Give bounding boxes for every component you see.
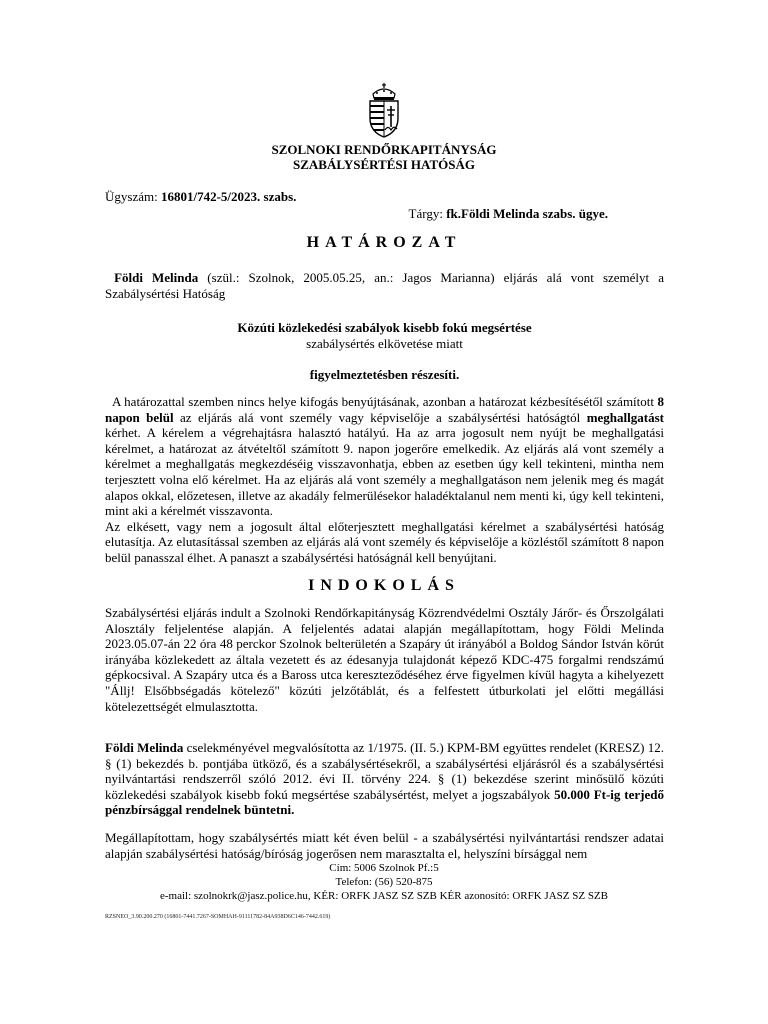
- footer-address: Cím: 5006 Szolnok Pf.:5: [329, 862, 439, 874]
- case-number-label: Ügyszám:: [105, 189, 158, 204]
- offence-title: Közúti közlekedési szabályok kisebb fokú megsértése: [237, 320, 532, 335]
- footer-contact: e-mail: szolnokrk@jasz.police.hu, KÉR: ORFK JASZ SZ SZB KÉR azonosító: ORFK JASZ SZ SZB: [160, 890, 608, 902]
- document-title: HATÁROZAT: [306, 234, 462, 251]
- legal-remedy-paragraph: [105, 394, 664, 566]
- subject-line: [409, 206, 608, 222]
- decision-text: figyelmeztetésben részesíti.: [309, 367, 460, 382]
- fine-highlight: 50.000 Ft-ig terjedő pénzbírsággal rendelnek büntetni.: [105, 786, 665, 818]
- intro-paragraph: [105, 270, 664, 301]
- subject-label: Tárgy:: [408, 206, 443, 221]
- offence-subtitle: szabálysértés elkövetése miatt: [306, 335, 463, 351]
- reasoning-paragraph-1: Szabálysértési eljárás indult a Szolnoki Rendőrkapitányság Közrendvédelmi Osztály Járőr- és Őrszolgálati Alosztály feljelentése alapján. A feljelentés adatai alapján megállapítottam, hogy Földi Melinda 2023.05.07-án 22 óra 48 perckor Szolnok belterületén a Szapáry út irányából a Boldog Sándor István körút irányába közlekedett az általa vezetett és az édesanyja tulajdonát képező KDC-475 forgalmi rendszámú gépkocsival. A Szapáry utca és a Baross utca kereszteződéséhez érve figyelmen kívül hagyta a kihelyezett "Állj! Elsőbbségadás kötelező" közúti jelzőtáblát, és a felfestett útburkolati jel előtti megállási kötelezettségét elmulasztotta.: [105, 605, 664, 714]
- reasoning-title: INDOKOLÁS: [308, 577, 460, 594]
- hearing-highlight: meghallgatást: [586, 409, 664, 425]
- hungarian-coat-of-arms-icon: [361, 82, 407, 138]
- intro-text: (szül.: Szolnok, 2005.05.25, an.: Jagos Marianna) eljárás alá vont személyt a Szabálysértési Hatóság: [105, 270, 664, 301]
- case-number-line: [105, 189, 296, 205]
- document-reference: RZSNEO_3.90.200.270 (16801-7441.7267-SOMHAH-91111782-84A938D6C146-7442.619): [105, 914, 331, 920]
- hearing-rights-text: A határozattal szemben nincs helye kifogás benyújtásának, azonban a határozat kézbesítésétől számított 8 napon belül az eljárás alá vont személy vagy képviselője a szabálysértési hatóságtól meghallgatást kérhet. A kérelem a végrehajtásra halasztó hatályú. Ha az arra jogosult nem nyújt be meghallgatási kérelmet, a határozat az átvételtől számított 9. napon jogerőre emelkedik. Az eljárás alá vont személy a kérelmet a meghallgatás megkezdéséig visszavonhatja, ebben az esetben úgy kell tekinteni, mintha nem terjesztett volna elő kérelmet. Ha az eljárás alá vont személy a meghallgatáson nem jelenik meg és magát alapos okkal, előzetesen, illetve az akadály felmerülésekor haladéktalanul nem menti ki, úgy kell tekinteni, mint aki a kérelmét visszavonta.: [105, 394, 665, 519]
- reasoning-paragraph-3: Megállapítottam, hogy szabálysértés miatt két éven belül - a szabálysértési nyilvántartási rendszer adatai alapján szabálysértési hatóság/bíróság jogerősen nem marasztalta el, helyszíni bírsággal nem: [105, 830, 664, 861]
- footer-phone: Telefon: (56) 520-875: [335, 876, 433, 888]
- deadline-highlight: 8 napon belül: [105, 394, 665, 425]
- subject-value: fk.Földi Melinda szabs. ügye.: [446, 206, 608, 221]
- accused-name: Földi Melinda: [114, 270, 199, 285]
- rejection-text: Az elkésett, vagy nem a jogosult által előterjesztett meghallgatási kérelmet a szabálysértési hatóság elutasítja. Az elutasítással szemben az eljárás alá vont személy és képviselője a közléstől számított 8 napon belül panasszal élhet. A panaszt a szabálysértési hatóságnál kell benyújtani.: [105, 518, 664, 565]
- accused-name-2: Földi Melinda: [105, 740, 184, 755]
- case-number: 16801/742-5/2023. szabs.: [160, 189, 297, 204]
- reasoning-paragraph-2: Földi Melinda cselekményével megvalósította az 1/1975. (II. 5.) KPM-BM együttes rendelet (KRESZ) 12. § (1) bekezdés b. pontjába ütköző, és a szabálysértésekről, a szabálysértési eljárásról és a szabálysértési nyilvántartási rendszerről szóló 2012. évi II. törvény 224. § (1) bekezdése szerint minősülő közúti közlekedési szabályok kisebb fokú megsértése szabálysértést, melyet a jogszabályok 50.000 Ft-ig terjedő pénzbírsággal rendelnek büntetni.: [105, 740, 665, 818]
- offence-block: [105, 320, 664, 351]
- authority-name: SZOLNOKI RENDŐRKAPITÁNYSÁG: [271, 142, 497, 157]
- authority-department: SZABÁLYSÉRTÉSI HATÓSÁG: [293, 157, 475, 172]
